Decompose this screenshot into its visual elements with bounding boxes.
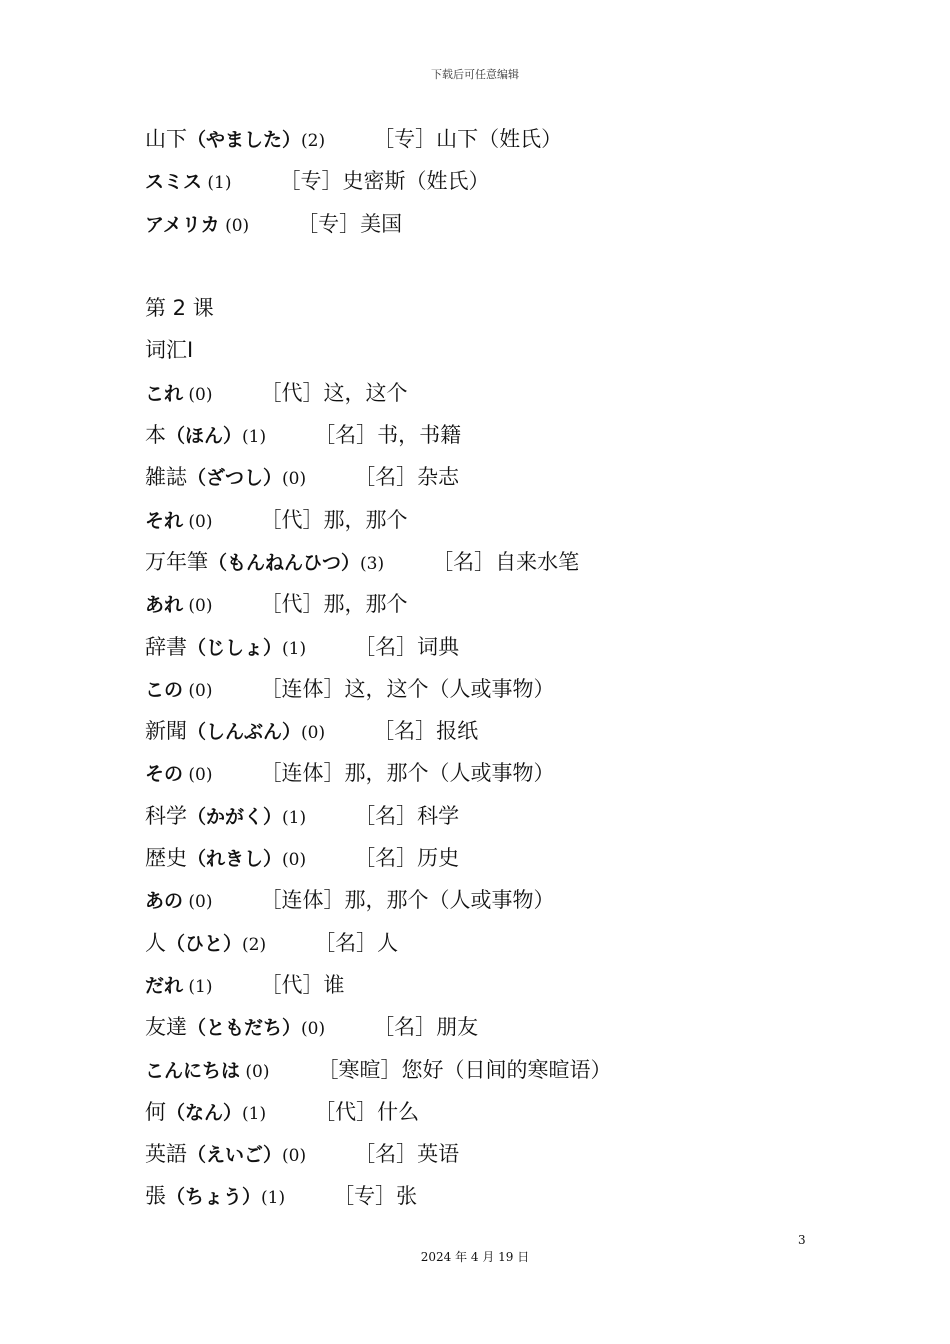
vocab-word: 友達: [145, 1015, 187, 1040]
vocab-word: 辞書: [145, 634, 187, 659]
vocab-reading: （ざつし）: [187, 467, 283, 490]
vocab-accent: (0): [183, 596, 213, 617]
vocab-definition: ［名］英语: [354, 1142, 460, 1167]
vocab-reading: あの: [145, 890, 184, 913]
vocab-definition: ［名］书，书籍: [314, 423, 462, 448]
vocab-accent: (0): [240, 1061, 270, 1082]
vocab-definition: ［连体］那，那个（人或事物）: [260, 888, 555, 913]
vocab-entry: [145, 1006, 865, 1048]
vocab-entry: [145, 541, 865, 583]
vocab-reading: （ひと）: [166, 932, 243, 955]
vocab-definition: ［代］谁: [260, 972, 345, 997]
vocab-word: 何: [145, 1099, 166, 1124]
vocab-reading: （ちょう）: [166, 1186, 262, 1209]
vocab-entry: [145, 879, 865, 921]
vocab-accent: (1): [242, 427, 267, 448]
vocab-reading: それ: [145, 509, 184, 532]
vocab-word: 歴史: [145, 846, 187, 871]
vocab-list: [145, 372, 865, 1218]
vocab-accent: (1): [242, 1103, 267, 1124]
vocab-entry: [145, 372, 865, 414]
vocab-accent: (2): [301, 131, 326, 151]
vocab-accent: (0): [301, 1019, 326, 1040]
vocab-word: 科学: [145, 803, 187, 828]
vocab-accent: (0): [282, 469, 307, 490]
vocab-entry: [145, 1175, 865, 1217]
vocab-definition: ［专］美国: [297, 211, 403, 236]
page-header: 下载后可任意编辑: [431, 68, 519, 81]
vocab-definition: ［连体］那，那个（人或事物）: [260, 761, 555, 786]
blank-line: [145, 245, 865, 287]
vocab-definition: ［代］这，这个: [260, 380, 408, 405]
vocab-word: 張: [145, 1184, 166, 1209]
vocab-word: 新聞: [145, 719, 187, 744]
vocab-accent: (0): [282, 1146, 307, 1167]
vocab-list-top: [145, 118, 865, 245]
vocab-definition: ［名］朋友: [373, 1015, 479, 1040]
vocab-definition: ［寒暄］您好（日间的寒暄语）: [317, 1057, 612, 1082]
vocab-reading: （ともだち）: [187, 1017, 302, 1040]
vocab-definition: ［名］历史: [354, 846, 460, 871]
vocab-reading: こんにちは: [145, 1059, 241, 1082]
vocab-reading: （えいご）: [187, 1144, 283, 1167]
vocab-reading: その: [145, 763, 184, 786]
vocab-entry: [145, 1091, 865, 1133]
page-number: 3: [798, 1233, 806, 1247]
vocab-reading: アメリカ: [145, 213, 220, 236]
vocab-entry: [145, 499, 865, 541]
vocab-definition: ［代］那，那个: [260, 507, 408, 532]
vocab-word: 本: [145, 423, 166, 448]
vocab-definition: ［名］人: [314, 930, 399, 955]
vocab-entry: [145, 752, 865, 794]
vocab-accent: (0): [183, 511, 213, 532]
vocab-definition: ［专］山下（姓氏）: [373, 127, 563, 151]
vocab-definition: ［名］报纸: [373, 719, 479, 744]
vocab-accent: (0): [282, 850, 307, 871]
vocab-reading: これ: [145, 382, 184, 405]
vocab-entry: [145, 203, 865, 245]
vocab-reading: あれ: [145, 594, 184, 617]
vocab-entry: [145, 668, 865, 710]
vocab-accent: (1): [202, 173, 232, 194]
vocab-word: 山下: [145, 127, 187, 151]
vocab-reading: （かがく）: [187, 805, 283, 828]
vocab-accent: (1): [282, 638, 307, 659]
vocab-definition: ［专］张: [333, 1184, 418, 1209]
vocab-reading: （しんぶん）: [187, 721, 302, 744]
vocab-definition: ［名］杂志: [354, 465, 460, 490]
vocab-word: 人: [145, 930, 166, 955]
vocab-word: 英語: [145, 1142, 187, 1167]
vocab-entry: [145, 626, 865, 668]
vocab-accent: (1): [183, 976, 213, 997]
vocab-definition: ［名］词典: [354, 634, 460, 659]
vocab-accent: (0): [301, 723, 326, 744]
vocab-accent: (0): [183, 765, 213, 786]
vocab-reading: （れきし）: [187, 848, 283, 871]
vocab-accent: (2): [242, 934, 267, 955]
vocab-entry: [145, 160, 865, 202]
vocab-entry: [145, 795, 865, 837]
vocab-word: 雑誌: [145, 465, 187, 490]
document-body: [145, 118, 865, 1218]
vocab-entry: [145, 1133, 865, 1175]
vocab-definition: ［代］那，那个: [260, 592, 408, 617]
vocab-reading: だれ: [145, 974, 184, 997]
vocab-definition: ［名］自来水笔: [432, 549, 580, 574]
vocab-accent: (3): [360, 553, 385, 574]
vocab-entry: [145, 710, 865, 752]
vocab-entry: [145, 964, 865, 1006]
vocab-accent: (1): [282, 807, 307, 828]
vocab-entry: [145, 118, 865, 160]
lesson-title: 第 2 课: [145, 296, 214, 321]
vocab-accent: (0): [183, 680, 213, 701]
vocab-entry: [145, 837, 865, 879]
page-footer-date: 2024 年 4 月 19 日: [420, 1250, 530, 1264]
vocab-reading: この: [145, 678, 184, 701]
vocab-word: 万年筆: [145, 549, 208, 574]
vocab-reading: （もんねんひつ）: [208, 551, 361, 574]
vocab-entry: [145, 1049, 865, 1091]
vocab-reading: （やました）: [187, 129, 302, 151]
vocab-entry: [145, 456, 865, 498]
vocab-reading: スミス: [145, 171, 203, 194]
vocab-accent: (1): [261, 1188, 286, 1209]
vocab-entry: [145, 414, 865, 456]
vocab-section-title: 词汇Ⅰ: [145, 338, 194, 363]
vocab-accent: (0): [183, 892, 213, 913]
vocab-definition: ［连体］这，这个（人或事物）: [260, 676, 555, 701]
vocab-accent: (0): [219, 215, 250, 236]
vocab-definition: ［名］科学: [354, 803, 460, 828]
vocab-entry: [145, 583, 865, 625]
vocab-reading: （ほん）: [166, 425, 243, 448]
vocab-entry: [145, 922, 865, 964]
vocab-reading: （じしょ）: [187, 636, 283, 659]
vocab-accent: (0): [183, 384, 213, 405]
vocab-definition: ［代］什么: [314, 1099, 420, 1124]
vocab-reading: （なん）: [166, 1101, 243, 1124]
vocab-definition: ［专］史密斯（姓氏）: [279, 169, 490, 194]
